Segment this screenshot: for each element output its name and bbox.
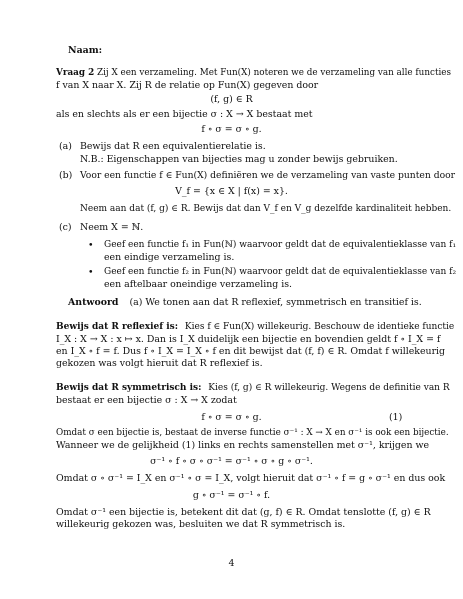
question-label: Vraag 2 xyxy=(56,68,95,78)
symmetric-line-2: bestaat er een bijectie σ : X → X zodat xyxy=(56,395,237,406)
part-a-text: Bewijs dat R een equivalentierelatie is. xyxy=(80,141,266,152)
symmetric-equation-1: f ∘ σ = σ ∘ g. xyxy=(201,412,262,423)
symmetric-line-7: willekeurig gekozen was, besluiten we dat R symmetrisch is. xyxy=(56,519,346,530)
reflexive-line-2: I_X : X → X : x ↦ x. Dan is I_X duidelijk een bijectie en bovendien geldt f ∘ I_X = f xyxy=(56,334,441,345)
symmetric-line-3: Omdat σ een bijectie is, bestaat de inverse functie σ⁻¹ : X → X en σ⁻¹ is ook een bijectie. xyxy=(56,428,449,438)
part-b-text-2: Neem aan dat (f, g) ∈ R. Bewijs dat dan V_f en V_g dezelfde kardinaliteit hebben. xyxy=(80,204,452,214)
symmetric-line-1 xyxy=(56,383,450,394)
bullet-1-line-1: Geef een functie f₁ in Fun(ℕ) waarvoor geldt dat de equivalentieklasse van f₁ xyxy=(104,240,457,250)
question-intro-2: f van X naar X. Zij R de relatie op Fun(X) gegeven door xyxy=(56,80,319,91)
definition-equation: (f, g) ∈ R xyxy=(210,94,253,105)
part-b-label: (b) xyxy=(59,170,73,181)
part-b-equation: V_f = {x ∈ X | f(x) = x}. xyxy=(175,186,288,197)
definition-equation-2: f ∘ σ = σ ∘ g. xyxy=(201,124,262,135)
part-c-label: (c) xyxy=(59,222,72,233)
symmetric-line-5: Omdat σ ∘ σ⁻¹ = I_X en σ⁻¹ ∘ σ = I_X, volgt hieruit dat σ⁻¹ ∘ f = g ∘ σ⁻¹ en dus ook xyxy=(56,473,446,484)
part-c-text: Neem X = ℕ. xyxy=(80,222,144,233)
symmetric-line-6: Omdat σ⁻¹ een bijectie is, betekent dit dat (g, f) ∈ R. Omdat tenslotte (f, g) ∈ R xyxy=(56,507,431,518)
bullet-1-marker: • xyxy=(88,240,94,251)
symmetric-text-1: Kies (f, g) ∈ R willekeurig. Wegens de definitie van R xyxy=(208,383,450,393)
bullet-2-marker: • xyxy=(88,267,94,278)
reflexive-line-4: gekozen was volgt hieruit dat R reflexief is. xyxy=(56,358,263,369)
reflexive-line-1 xyxy=(56,322,454,333)
definition-text: als en slechts als er een bijectie σ : X → X bestaat met xyxy=(56,109,313,120)
question-intro-line-1 xyxy=(56,68,451,79)
bullet-2-line-1: Geef een functie f₂ in Fun(ℕ) waarvoor geldt dat de equivalentieklasse van f₂ xyxy=(104,267,457,277)
part-a-note: N.B.: Eigenschappen van bijecties mag u zonder bewijs gebruiken. xyxy=(80,154,398,165)
answer-intro-line xyxy=(68,297,422,308)
reflexive-text-1: Kies f ∈ Fun(X) willekeurig. Beschouw de identieke functie xyxy=(184,322,455,332)
answer-intro: (a) We tonen aan dat R reflexief, symmetrisch en transitief is. xyxy=(129,297,422,308)
symmetric-line-4: Wanneer we de gelijkheid (1) links en rechts samenstellen met σ⁻¹, krijgen we xyxy=(56,440,430,451)
symmetric-heading: Bewijs dat R symmetrisch is: xyxy=(56,383,202,393)
symmetric-equation-2: σ⁻¹ ∘ f ∘ σ ∘ σ⁻¹ = σ⁻¹ ∘ σ ∘ g ∘ σ⁻¹. xyxy=(150,456,313,467)
name-label: Naam: xyxy=(68,45,103,56)
page-number: 4 xyxy=(228,558,235,569)
reflexive-line-3: en I_X ∘ f = f. Dus f ∘ I_X = I_X ∘ f en dit bewijst dat (f, f) ∈ R. Omdat f willekeurig xyxy=(56,346,446,357)
bullet-1-line-2: een eindige verzameling is. xyxy=(104,252,235,263)
part-b-text: Voor een functie f ∈ Fun(X) definiëren we de verzameling van vaste punten door xyxy=(80,170,456,181)
question-intro-1: Zij X een verzameling. Met Fun(X) noteren we de verzameling van alle functies xyxy=(97,68,452,78)
symmetric-equation-3: g ∘ σ⁻¹ = σ⁻¹ ∘ f. xyxy=(192,490,271,501)
part-a-label: (a) xyxy=(59,141,72,152)
answer-label: Antwoord xyxy=(68,297,119,308)
reflexive-heading: Bewijs dat R reflexief is: xyxy=(56,322,179,332)
equation-number: (1) xyxy=(389,412,403,423)
bullet-2-line-2: een aftelbaar oneindige verzameling is. xyxy=(104,279,293,290)
